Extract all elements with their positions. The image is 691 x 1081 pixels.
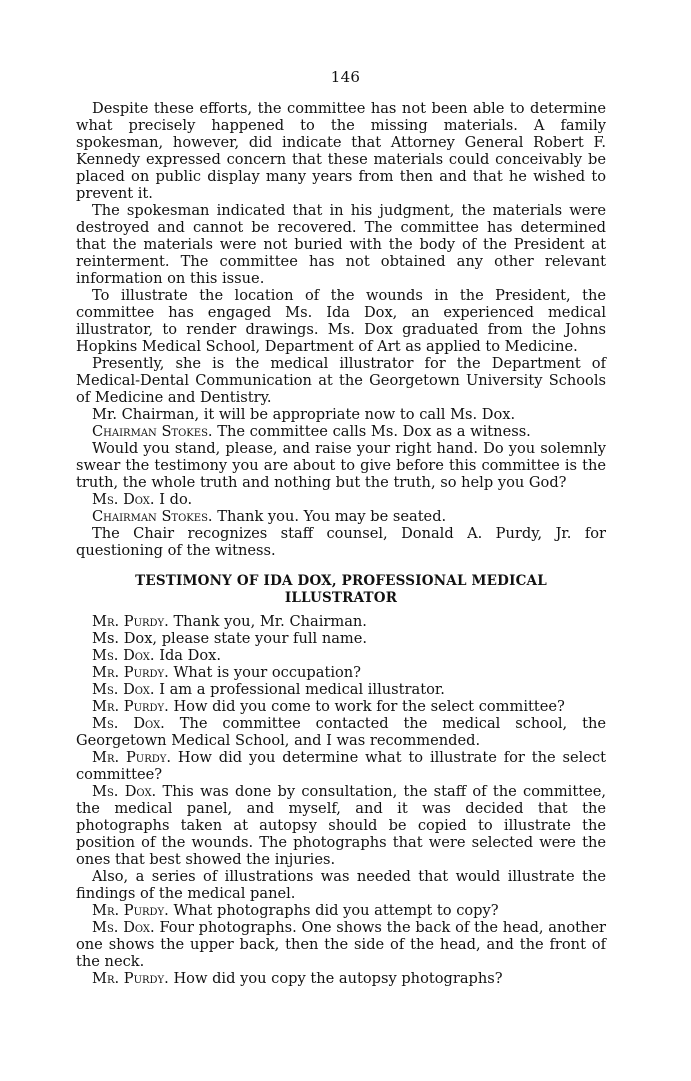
speaker-name: Ms. Dox. <box>92 715 165 732</box>
paragraph-text: The committee contacted the medical school, the Georgetown Medical School, and I was recommended. <box>76 715 606 749</box>
paragraph-text: Mr. Chairman, it will be appropriate now to call Ms. Dox. <box>92 406 516 423</box>
paragraph <box>76 613 606 630</box>
paragraph <box>76 715 606 749</box>
paragraph <box>76 287 606 355</box>
paragraph-text: Would you stand, please, and raise your right hand. Do you solemnly swear the testimony you are about to give before this committee is the truth, the whole truth and nothing but the truth, so help you God? <box>76 440 606 491</box>
paragraph <box>76 630 606 647</box>
paragraph <box>76 902 606 919</box>
paragraph-text: Ida Dox. <box>159 647 222 664</box>
paragraph <box>76 698 606 715</box>
paragraph-text: What photographs did you attempt to copy? <box>173 902 499 919</box>
paragraph-text: The committee calls Ms. Dox as a witness. <box>217 423 531 440</box>
paragraph-text: This was done by consultation, the staff of the committee, the medical panel, and myself, and it was decided that the photographs taken at autopsy should be copied to illustrate the position of the wounds. The photographs that were selected were the ones that best showed the injuries. <box>76 783 606 868</box>
speaker-name: Ms. Dox. <box>92 681 155 698</box>
paragraph <box>76 647 606 664</box>
paragraph <box>76 100 606 202</box>
paragraph-text: I am a professional medical illustrator. <box>159 681 445 698</box>
paragraph-text: Ms. Dox, please state your full name. <box>92 630 368 647</box>
speaker-name: Mr. Purdy. <box>92 902 169 919</box>
paragraph <box>76 491 606 508</box>
paragraph <box>76 440 606 491</box>
intro-paragraphs <box>76 100 606 559</box>
paragraph-text: Presently, she is the medical illustrator for the Department of Medical-Dental Communication at the Georgetown University Schools of Medicine and Dentistry. <box>76 355 606 406</box>
paragraph-text: Four photographs. One shows the back of the head, another one shows the upper back, then the side of the head, and the front of the neck. <box>76 919 606 970</box>
paragraph-text: Despite these efforts, the committee has not been able to determine what precisely happened to the missing materials. A family spokesman, however, did indicate that Attorney General Robert F. Kennedy expressed concern that these materials could conceivably be placed on public display many years from then and that he wished to prevent it. <box>76 100 606 202</box>
paragraph <box>76 919 606 970</box>
paragraph-text: Also, a series of illustrations was needed that would illustrate the findings of the medical panel. <box>76 868 606 902</box>
speaker-name: Mr. Purdy. <box>92 749 172 766</box>
paragraph-text: To illustrate the location of the wounds in the President, the committee has engaged Ms. Ida Dox, an experienced medical illustrator, to render drawings. Ms. Dox graduated from the Johns Hopkins Medical School, Department of Art as applied to Medicine. <box>76 287 606 355</box>
page-number: 146 <box>330 68 361 86</box>
paragraph-text: The Chair recognizes staff counsel, Donald A. Purdy, Jr. for questioning of the witness. <box>76 525 606 559</box>
speaker-name: Mr. Purdy. <box>92 698 169 715</box>
speaker-name: Chairman Stokes. <box>92 508 213 525</box>
paragraph <box>76 406 606 423</box>
paragraph <box>76 355 606 406</box>
paragraph <box>76 508 606 525</box>
paragraph-text: How did you copy the autopsy photographs? <box>173 970 503 987</box>
paragraph <box>76 423 606 440</box>
paragraph <box>76 783 606 868</box>
paragraph <box>76 970 606 987</box>
testimony-paragraphs <box>76 613 606 987</box>
section-heading: TESTIMONY OF IDA DOX, PROFESSIONAL MEDICAL ILLUSTRATOR <box>135 573 547 606</box>
paragraph-text: What is your occupation? <box>173 664 361 681</box>
speaker-name: Chairman Stokes. <box>92 423 213 440</box>
paragraph-text: How did you determine what to illustrate for the select committee? <box>76 749 607 783</box>
body-text <box>76 100 606 987</box>
speaker-name: Ms. Dox. <box>92 919 155 936</box>
paragraph <box>76 868 606 902</box>
paragraph <box>76 525 606 559</box>
paragraph <box>76 664 606 681</box>
paragraph-text: How did you come to work for the select committee? <box>173 698 565 715</box>
speaker-name: Ms. Dox. <box>92 783 157 800</box>
paragraph-text: Thank you. You may be seated. <box>217 508 447 525</box>
paragraph <box>76 202 606 287</box>
paragraph <box>76 681 606 698</box>
speaker-name: Ms. Dox. <box>92 491 155 508</box>
paragraph-text: The spokesman indicated that in his judgment, the materials were destroyed and cannot be recovered. The committee has determined that the materials were not buried with the body of the President at reinterment. The committee has not obtained any other relevant information on this issue. <box>76 202 606 287</box>
speaker-name: Mr. Purdy. <box>92 613 169 630</box>
paragraph-text: I do. <box>159 491 193 508</box>
paragraph-text: Thank you, Mr. Chairman. <box>173 613 367 630</box>
speaker-name: Ms. Dox. <box>92 647 155 664</box>
paragraph <box>76 749 606 783</box>
speaker-name: Mr. Purdy. <box>92 664 169 681</box>
speaker-name: Mr. Purdy. <box>92 970 169 987</box>
